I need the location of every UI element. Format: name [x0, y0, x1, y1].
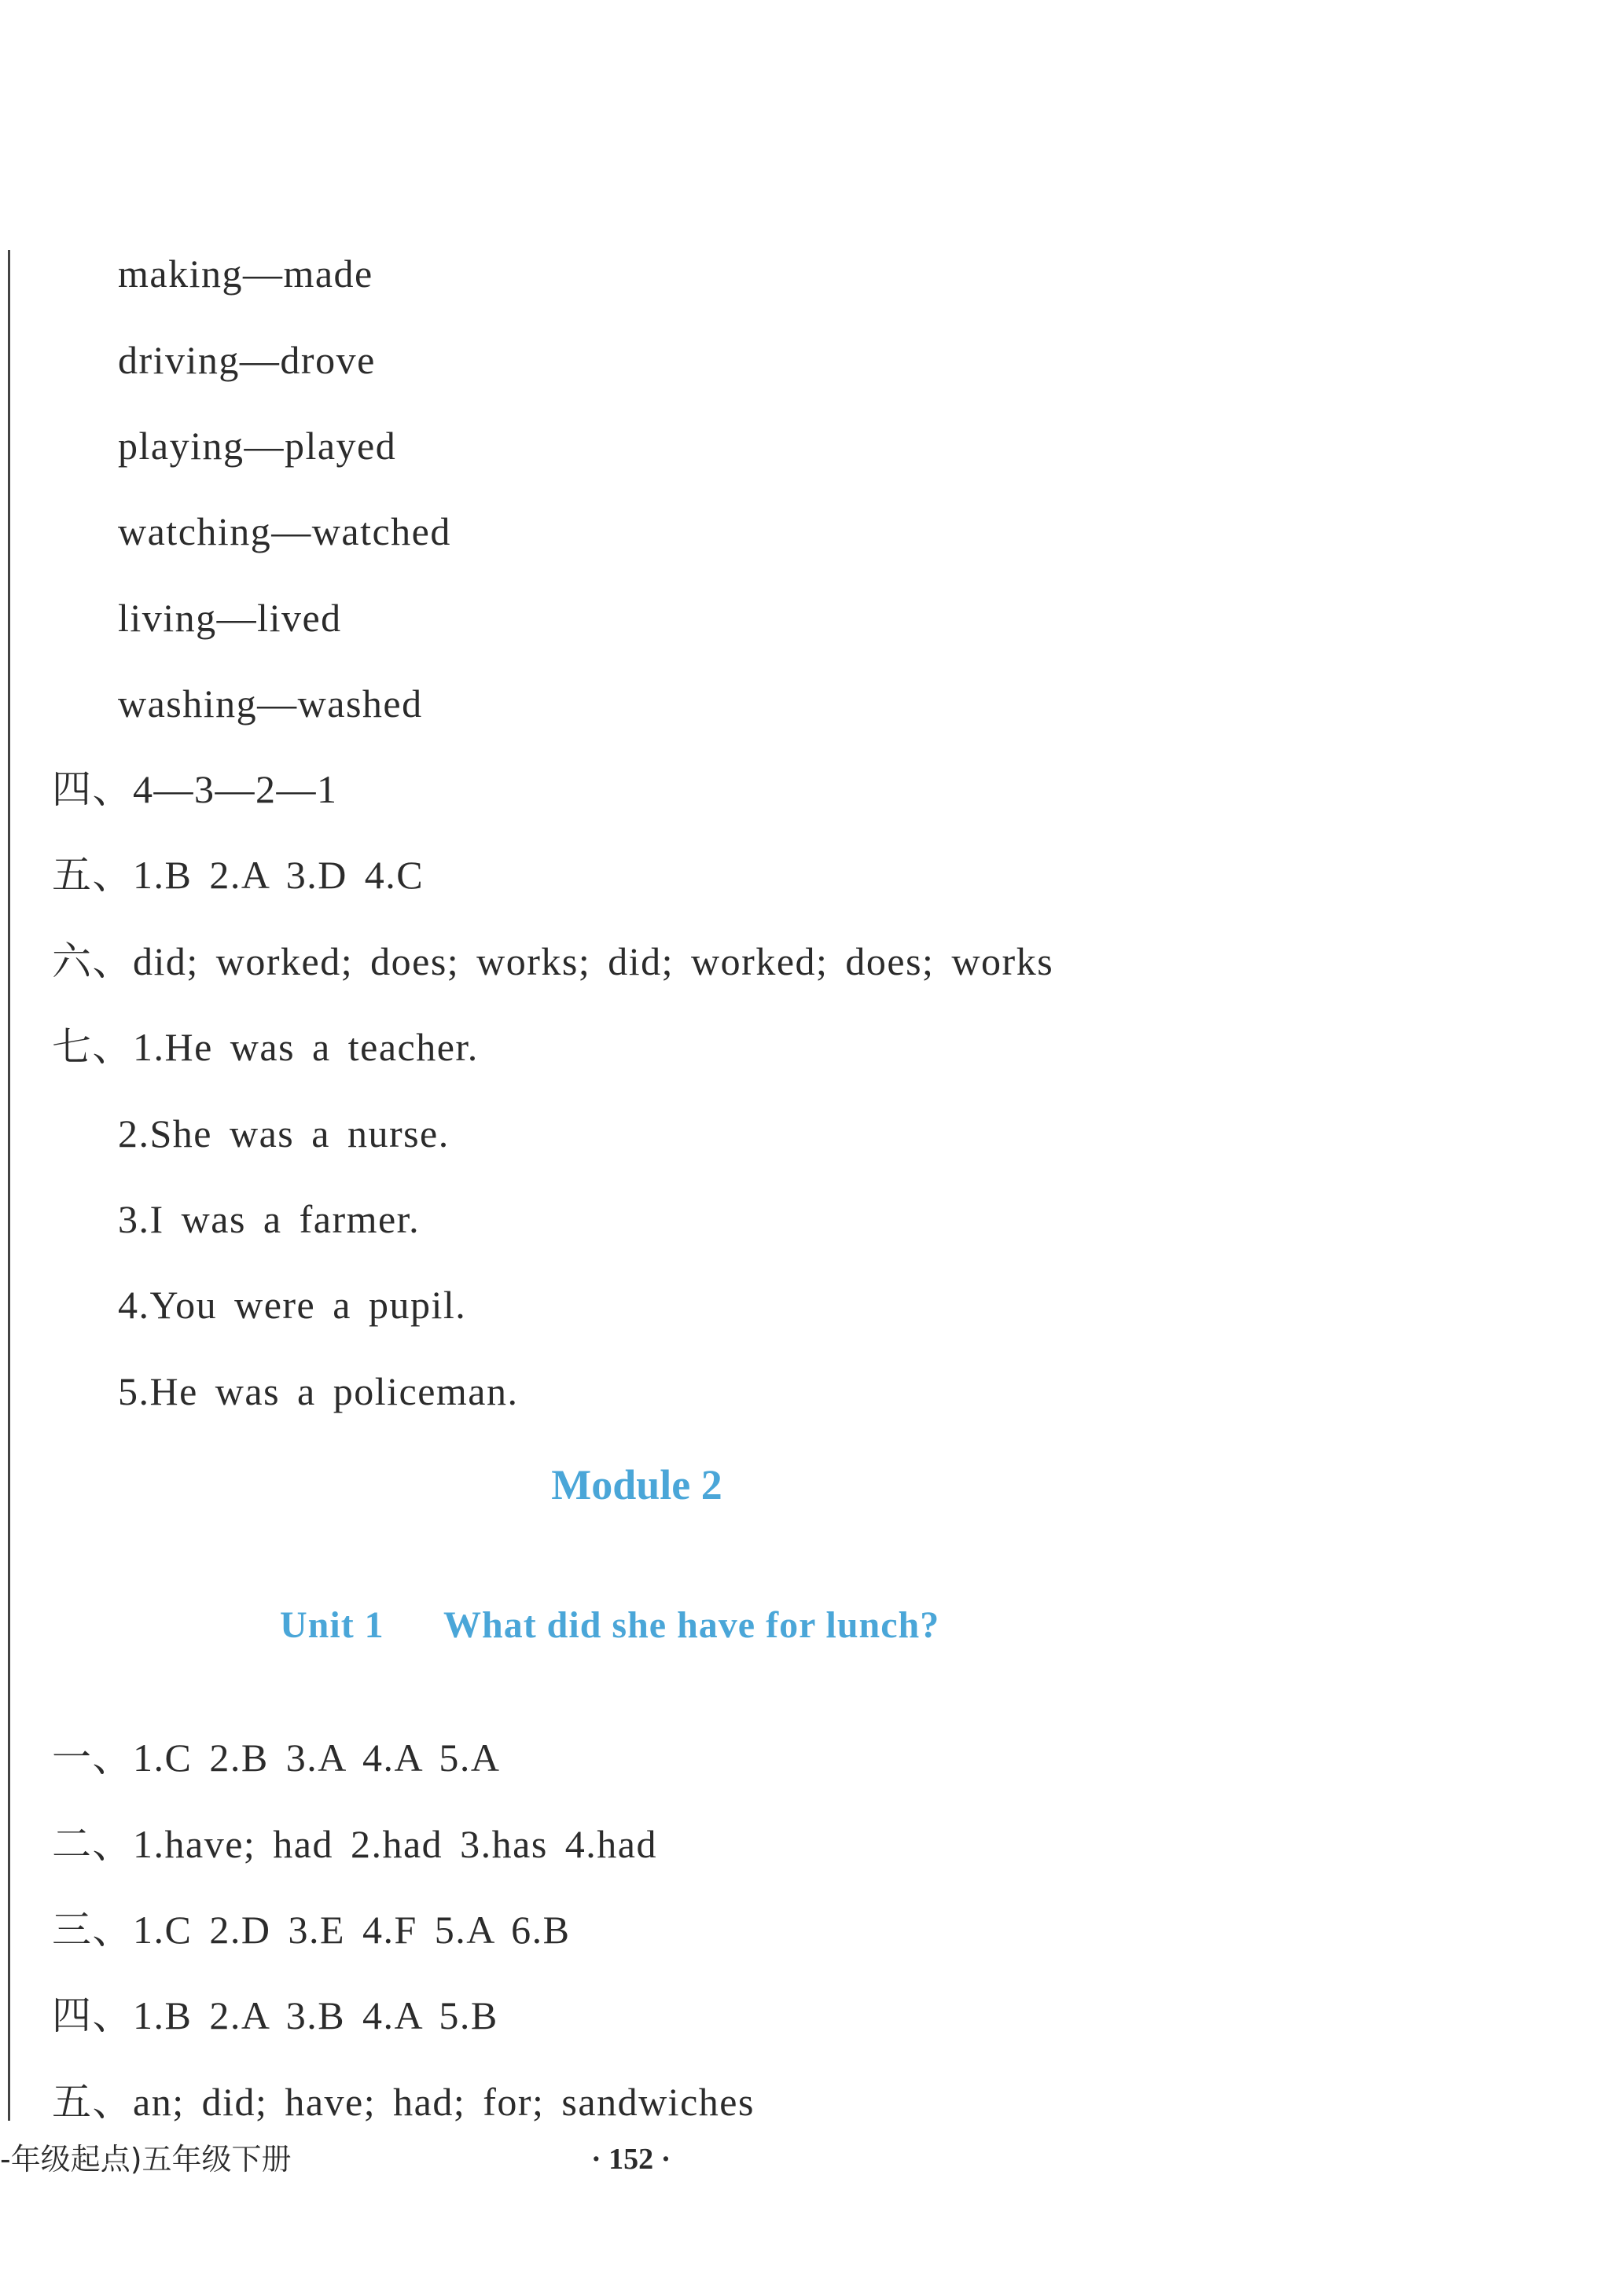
answer-line: 4.You were a pupil. [118, 1283, 467, 1327]
answer-line: washing—washed [118, 681, 423, 726]
answer-line: watching—watched [118, 509, 451, 553]
answer-line: driving—drove [118, 338, 376, 382]
answer-line: making—made [118, 252, 373, 296]
answer-line: 四、1.B 2.A 3.B 4.A 5.B [52, 1993, 498, 2037]
answer-line: 2.She was a nurse. [118, 1111, 450, 1155]
unit-title: What did she have for lunch? [443, 1604, 940, 1646]
answer-line: 一、1.C 2.B 3.A 4.A 5.A [52, 1736, 501, 1780]
answer-line: 3.I was a farmer. [118, 1197, 421, 1241]
module-heading: Module 2 [551, 1461, 722, 1508]
answer-line: 五、an; did; have; had; for; sandwiches [52, 2080, 755, 2124]
answer-q4: 四、4—3—2—1 [52, 767, 338, 811]
answer-q5: 五、1.B 2.A 3.D 4.C [52, 853, 425, 897]
answer-q6: 六、did; worked; does; works; did; worked; does; works [52, 939, 1054, 983]
answer-line: 三、1.C 2.D 3.E 4.F 5.A 6.B [52, 1908, 571, 1952]
margin-rule [8, 250, 10, 2121]
answer-line: playing—played [118, 424, 397, 468]
answer-line: 二、1.have; had 2.had 3.has 4.had [52, 1822, 658, 1866]
answer-line: 5.He was a policeman. [118, 1369, 519, 1413]
page-number: · 152 · [591, 2143, 671, 2176]
answer-q7: 七、1.He was a teacher. [52, 1025, 479, 1069]
footer-book-title: -年级起点)五年级下册 [0, 2142, 292, 2177]
unit-label: Unit 1 [280, 1604, 384, 1646]
answer-line: living—lived [118, 596, 342, 640]
